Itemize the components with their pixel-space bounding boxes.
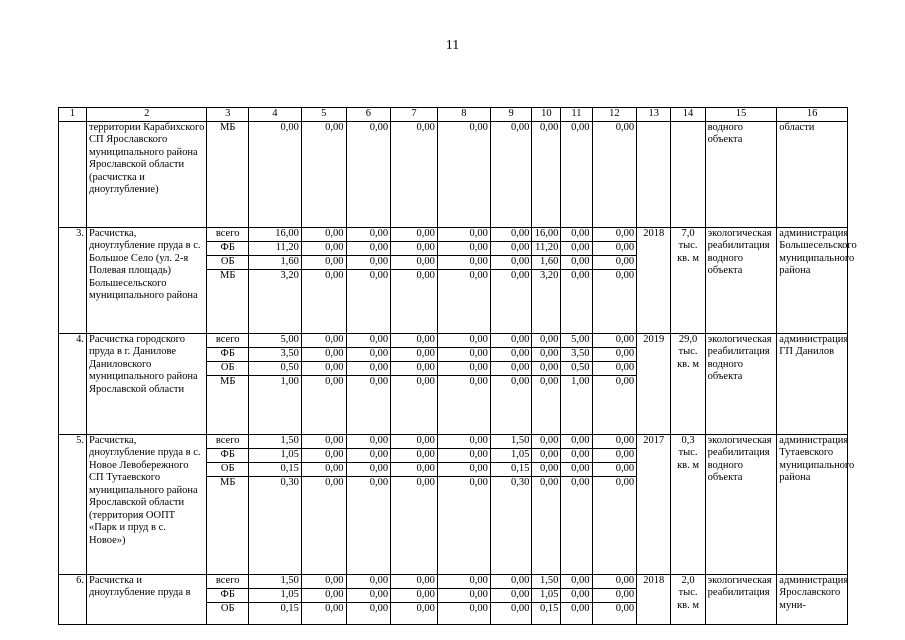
- amount-cell: 0,00: [437, 375, 490, 434]
- amount-cell: 0,00: [391, 448, 438, 462]
- amount-cell: 0,00: [346, 333, 391, 347]
- amount-cell: 0,00: [301, 375, 346, 434]
- amount-cell: 0,00: [592, 448, 637, 462]
- page-number: 11: [445, 38, 460, 53]
- amount-cell: 0,00: [437, 462, 490, 476]
- amount-cell: 0,00: [592, 462, 637, 476]
- row-number-cell: 4.: [59, 333, 87, 434]
- amount-cell: 16,00: [248, 227, 301, 241]
- amount-cell: 0,00: [391, 434, 438, 448]
- measure-name-cell: Расчистка, дноуглубление пруда в с. Большое Село (ул. 2-я Полевая площадь) Большесельского муниципального района: [87, 227, 207, 333]
- funding-source-cell: ФБ: [207, 241, 249, 255]
- year-cell: 2018: [637, 574, 671, 624]
- year-cell: 2019: [637, 333, 671, 434]
- funding-source-cell: всего: [207, 333, 249, 347]
- amount-cell: 0,00: [532, 476, 561, 574]
- cont-value-cell: 0,00: [391, 121, 438, 227]
- amount-cell: 0,00: [561, 255, 592, 269]
- amount-cell: 0,00: [346, 574, 391, 588]
- amount-cell: 0,00: [391, 574, 438, 588]
- column-header-4: 4: [248, 108, 301, 122]
- column-header-11: 11: [561, 108, 592, 122]
- amount-cell: 0,00: [346, 434, 391, 448]
- amount-cell: 0,00: [437, 241, 490, 255]
- amount-cell: 0,00: [391, 269, 438, 333]
- funding-source-cell: ОБ: [207, 255, 249, 269]
- amount-cell: 3,50: [248, 347, 301, 361]
- column-header-7: 7: [391, 108, 438, 122]
- table-row: [59, 434, 848, 448]
- effect-cell: экологическая реабилитация водного объекта: [705, 227, 777, 333]
- amount-cell: 0,00: [592, 227, 637, 241]
- amount-cell: 0,00: [437, 347, 490, 361]
- amount-cell: 0,50: [561, 361, 592, 375]
- amount-cell: 0,00: [391, 476, 438, 574]
- amount-cell: 5,00: [248, 333, 301, 347]
- amount-cell: 0,00: [561, 227, 592, 241]
- amount-cell: 0,00: [391, 602, 438, 624]
- cont-resp-cell: области: [777, 121, 848, 227]
- amount-cell: 0,00: [490, 375, 532, 434]
- amount-cell: 0,00: [490, 269, 532, 333]
- amount-cell: 0,00: [437, 269, 490, 333]
- column-header-12: 12: [592, 108, 637, 122]
- amount-cell: 0,00: [301, 434, 346, 448]
- amount-cell: 0,00: [490, 227, 532, 241]
- effect-cell: экологическая реабилитация: [705, 574, 777, 624]
- cont-value-cell: 0,00: [248, 121, 301, 227]
- amount-cell: 1,05: [248, 588, 301, 602]
- amount-cell: 0,00: [346, 602, 391, 624]
- amount-cell: 0,00: [437, 361, 490, 375]
- amount-cell: 0,00: [391, 347, 438, 361]
- amount-cell: 0,00: [346, 269, 391, 333]
- amount-cell: 0,00: [490, 255, 532, 269]
- amount-cell: 0,00: [437, 255, 490, 269]
- amount-cell: 0,00: [346, 241, 391, 255]
- row-number-cell: 6.: [59, 574, 87, 624]
- column-header-6: 6: [346, 108, 391, 122]
- amount-cell: 1,50: [532, 574, 561, 588]
- amount-cell: 0,00: [301, 462, 346, 476]
- amount-cell: 0,00: [437, 602, 490, 624]
- amount-cell: 1,05: [248, 448, 301, 462]
- cont-value-cell: 0,00: [592, 121, 637, 227]
- amount-cell: 0,00: [346, 476, 391, 574]
- amount-cell: 0,00: [346, 255, 391, 269]
- amount-cell: 0,00: [301, 476, 346, 574]
- amount-cell: 0,00: [437, 476, 490, 574]
- responsible-cell: администрация Большесельского муниципального района: [777, 227, 848, 333]
- capacity-cell: 0,3 тыс. кв. м: [671, 434, 705, 574]
- measure-name-cell: Расчистка и дноуглубление пруда в: [87, 574, 207, 624]
- amount-cell: 0,00: [561, 574, 592, 588]
- cont-source-cell: МБ: [207, 121, 249, 227]
- amount-cell: 0,00: [490, 241, 532, 255]
- amount-cell: 1,50: [248, 574, 301, 588]
- responsible-cell: администрация Тутаевского муниципального района: [777, 434, 848, 574]
- cont-year-cell: [637, 121, 671, 227]
- amount-cell: 0,00: [437, 574, 490, 588]
- amount-cell: 0,00: [532, 375, 561, 434]
- amount-cell: 0,00: [301, 227, 346, 241]
- column-header-1: 1: [59, 108, 87, 122]
- amount-cell: 0,00: [532, 361, 561, 375]
- cont-value-cell: 0,00: [346, 121, 391, 227]
- table-row: [59, 227, 848, 241]
- amount-cell: 0,00: [532, 434, 561, 448]
- amount-cell: 1,60: [248, 255, 301, 269]
- cont-value-cell: 0,00: [437, 121, 490, 227]
- row-number-cell: 3.: [59, 227, 87, 333]
- amount-cell: 0,00: [592, 361, 637, 375]
- funding-source-cell: всего: [207, 574, 249, 588]
- amount-cell: 0,00: [592, 333, 637, 347]
- amount-cell: 1,50: [248, 434, 301, 448]
- column-header-16: 16: [777, 108, 848, 122]
- amount-cell: 1,60: [532, 255, 561, 269]
- amount-cell: 0,00: [592, 269, 637, 333]
- amount-cell: 0,00: [346, 347, 391, 361]
- effect-cell: экологическая реабилитация водного объекта: [705, 333, 777, 434]
- amount-cell: 0,00: [391, 588, 438, 602]
- amount-cell: 0,00: [391, 241, 438, 255]
- funding-source-cell: ОБ: [207, 361, 249, 375]
- row-number-cell: 5.: [59, 434, 87, 574]
- amount-cell: 0,00: [532, 462, 561, 476]
- funding-source-cell: ФБ: [207, 448, 249, 462]
- amount-cell: 0,00: [437, 434, 490, 448]
- amount-cell: 1,00: [561, 375, 592, 434]
- funding-source-cell: ФБ: [207, 347, 249, 361]
- amount-cell: 0,00: [391, 255, 438, 269]
- funding-source-cell: ОБ: [207, 602, 249, 624]
- amount-cell: 0,00: [391, 375, 438, 434]
- continuation-row: [59, 121, 848, 227]
- amount-cell: 0,00: [490, 602, 532, 624]
- amount-cell: 0,00: [532, 448, 561, 462]
- amount-cell: 0,00: [561, 602, 592, 624]
- cont-value-cell: 0,00: [301, 121, 346, 227]
- amount-cell: 1,00: [248, 375, 301, 434]
- table-row: [59, 333, 848, 347]
- amount-cell: 1,05: [490, 448, 532, 462]
- amount-cell: 0,00: [490, 574, 532, 588]
- amount-cell: 0,00: [391, 227, 438, 241]
- amount-cell: 0,00: [592, 602, 637, 624]
- amount-cell: 0,15: [248, 462, 301, 476]
- amount-cell: 0,00: [592, 476, 637, 574]
- year-cell: 2018: [637, 227, 671, 333]
- amount-cell: 0,00: [592, 347, 637, 361]
- funding-source-cell: ФБ: [207, 588, 249, 602]
- amount-cell: 0,00: [301, 269, 346, 333]
- amount-cell: 0,00: [391, 333, 438, 347]
- amount-cell: 0,30: [248, 476, 301, 574]
- funding-source-cell: МБ: [207, 476, 249, 574]
- amount-cell: 0,00: [346, 227, 391, 241]
- responsible-cell: администрация ГП Данилов: [777, 333, 848, 434]
- capacity-cell: 2,0 тыс. кв. м: [671, 574, 705, 624]
- amount-cell: 0,00: [301, 602, 346, 624]
- amount-cell: 0,00: [592, 241, 637, 255]
- amount-cell: 0,00: [346, 588, 391, 602]
- cont-value-cell: 0,00: [490, 121, 532, 227]
- amount-cell: 0,00: [346, 462, 391, 476]
- funding-source-cell: всего: [207, 434, 249, 448]
- amount-cell: 0,50: [248, 361, 301, 375]
- cont-capacity-cell: [671, 121, 705, 227]
- funding-source-cell: МБ: [207, 375, 249, 434]
- amount-cell: 0,15: [532, 602, 561, 624]
- amount-cell: 0,00: [592, 588, 637, 602]
- program-table: [58, 107, 857, 625]
- amount-cell: 0,00: [301, 588, 346, 602]
- amount-cell: 0,00: [437, 227, 490, 241]
- amount-cell: 0,00: [592, 255, 637, 269]
- amount-cell: 0,30: [490, 476, 532, 574]
- measure-name-cell: Расчистка, дноуглубление пруда в с. Новое Левобережного СП Тутаевского муниципального района Ярославской области (территория ООПТ «Парк и пруд в с. Новое»): [87, 434, 207, 574]
- amount-cell: 0,00: [346, 375, 391, 434]
- column-header-10: 10: [532, 108, 561, 122]
- amount-cell: 11,20: [248, 241, 301, 255]
- amount-cell: 0,15: [490, 462, 532, 476]
- header-row: [59, 108, 848, 122]
- amount-cell: 0,00: [561, 448, 592, 462]
- amount-cell: 0,00: [437, 448, 490, 462]
- column-header-2: 2: [87, 108, 207, 122]
- amount-cell: 16,00: [532, 227, 561, 241]
- capacity-cell: 29,0 тыс. кв. м: [671, 333, 705, 434]
- cont-name-cell: территории Карабихского СП Ярославского муниципального района Ярославской области (расчистка и дноуглубление): [87, 121, 207, 227]
- responsible-cell: администрация Ярославского муни-: [777, 574, 848, 624]
- amount-cell: 0,00: [592, 574, 637, 588]
- amount-cell: 0,00: [490, 347, 532, 361]
- amount-cell: 0,00: [301, 241, 346, 255]
- column-header-8: 8: [437, 108, 490, 122]
- amount-cell: 5,00: [561, 333, 592, 347]
- amount-cell: 0,00: [561, 588, 592, 602]
- amount-cell: 11,20: [532, 241, 561, 255]
- amount-cell: 0,00: [301, 448, 346, 462]
- amount-cell: 1,05: [532, 588, 561, 602]
- column-header-14: 14: [671, 108, 705, 122]
- cont-value-cell: 0,00: [561, 121, 592, 227]
- amount-cell: 0,00: [592, 375, 637, 434]
- amount-cell: 0,00: [561, 434, 592, 448]
- column-header-9: 9: [490, 108, 532, 122]
- cont-effect-cell: водного объекта: [705, 121, 777, 227]
- amount-cell: 0,00: [391, 361, 438, 375]
- amount-cell: 1,50: [490, 434, 532, 448]
- amount-cell: 0,00: [391, 462, 438, 476]
- amount-cell: 0,00: [592, 434, 637, 448]
- amount-cell: 0,00: [301, 333, 346, 347]
- amount-cell: 0,00: [437, 588, 490, 602]
- amount-cell: 0,00: [301, 574, 346, 588]
- amount-cell: 0,00: [490, 333, 532, 347]
- amount-cell: 0,00: [561, 241, 592, 255]
- amount-cell: 0,00: [301, 361, 346, 375]
- amount-cell: 0,00: [561, 462, 592, 476]
- column-header-15: 15: [705, 108, 777, 122]
- column-header-13: 13: [637, 108, 671, 122]
- funding-source-cell: ОБ: [207, 462, 249, 476]
- amount-cell: 0,00: [490, 588, 532, 602]
- amount-cell: 0,00: [532, 347, 561, 361]
- column-header-5: 5: [301, 108, 346, 122]
- column-header-3: 3: [207, 108, 249, 122]
- amount-cell: 0,00: [561, 476, 592, 574]
- amount-cell: 0,00: [346, 448, 391, 462]
- amount-cell: 0,00: [437, 333, 490, 347]
- amount-cell: 0,00: [532, 333, 561, 347]
- amount-cell: 0,00: [301, 255, 346, 269]
- amount-cell: 0,00: [561, 269, 592, 333]
- amount-cell: 3,20: [532, 269, 561, 333]
- cont-num-cell: [59, 121, 87, 227]
- funding-source-cell: МБ: [207, 269, 249, 333]
- amount-cell: 0,00: [346, 361, 391, 375]
- effect-cell: экологическая реабилитация водного объекта: [705, 434, 777, 574]
- amount-cell: 3,20: [248, 269, 301, 333]
- table-row: [59, 574, 848, 588]
- measure-name-cell: Расчистка городского пруда в г. Данилове Даниловского муниципального района Ярославской области: [87, 333, 207, 434]
- funding-source-cell: всего: [207, 227, 249, 241]
- amount-cell: 3,50: [561, 347, 592, 361]
- amount-cell: 0,00: [301, 347, 346, 361]
- amount-cell: 0,00: [490, 361, 532, 375]
- cont-value-cell: 0,00: [532, 121, 561, 227]
- year-cell: 2017: [637, 434, 671, 574]
- capacity-cell: 7,0 тыс. кв. м: [671, 227, 705, 333]
- amount-cell: 0,15: [248, 602, 301, 624]
